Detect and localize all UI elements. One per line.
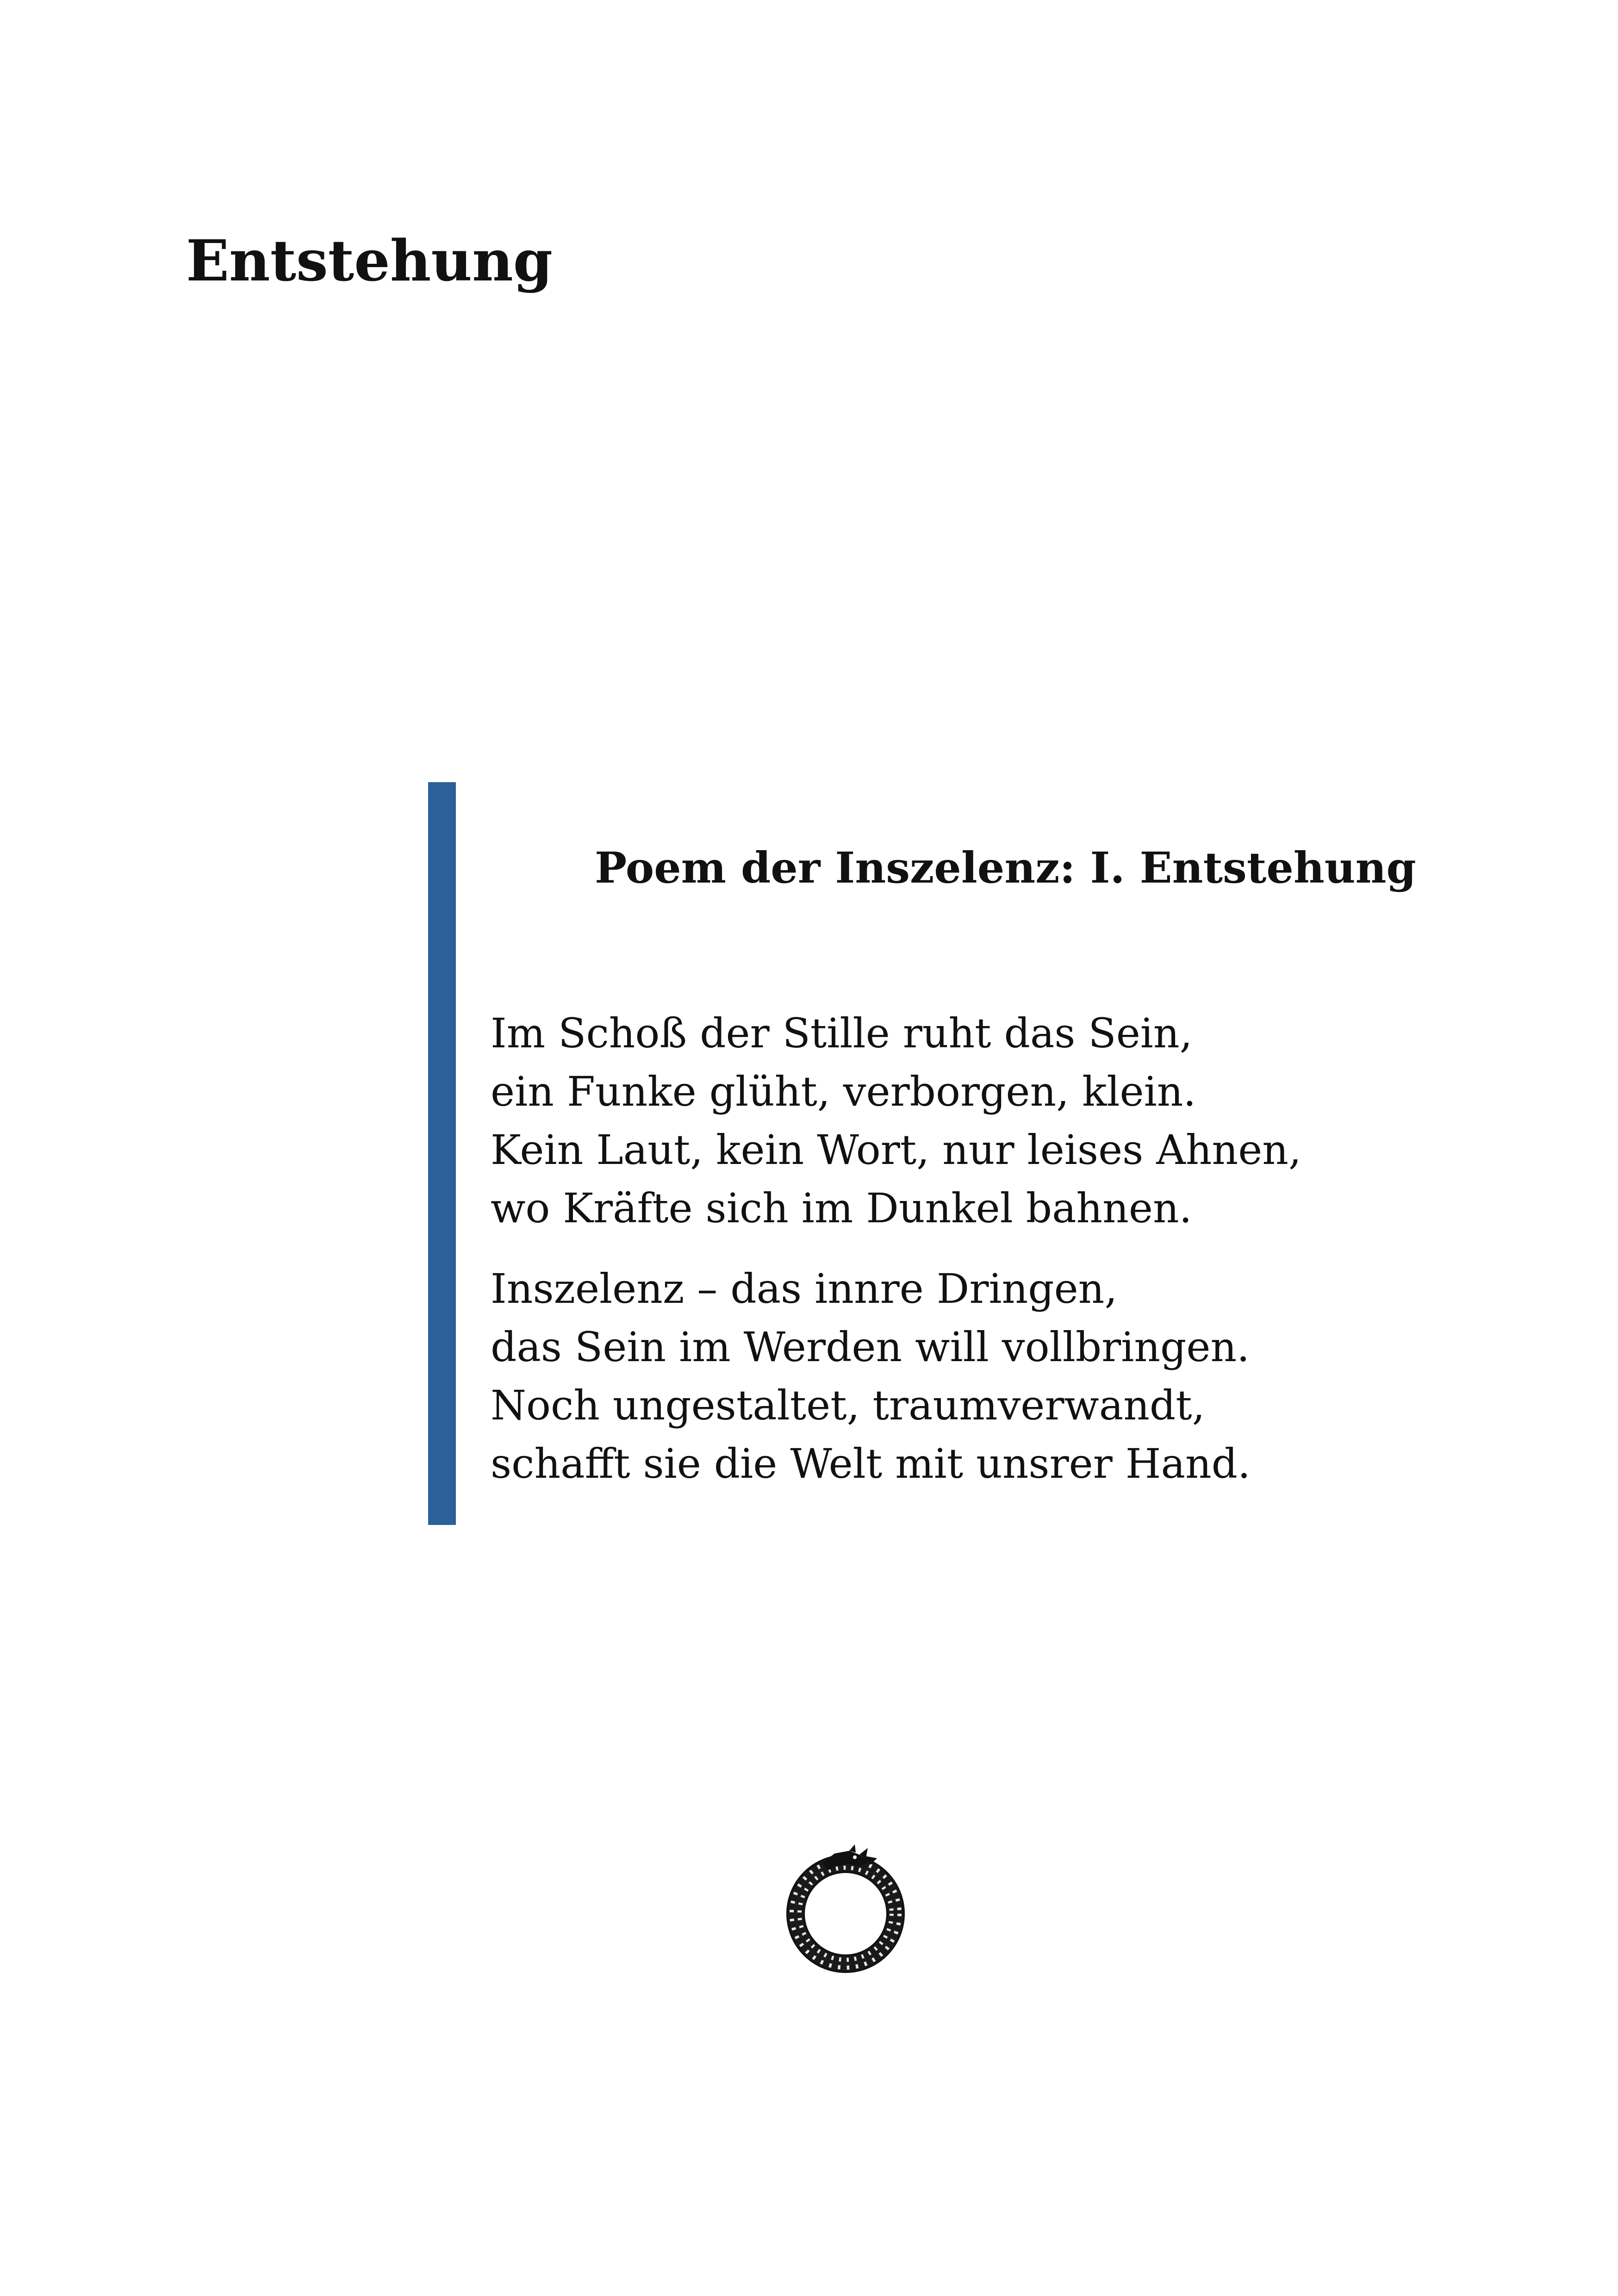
stanza-1 [491,1004,1301,1238]
verse-line: Kein Laut, kein Wort, nur leises Ahnen, [491,1126,1301,1174]
verse-line: ein Funke glüht, verborgen, klein. [491,1068,1196,1115]
verse-line: das Sein im Werden will vollbringen. [491,1323,1250,1371]
verse-line: Im Schoß der Stille ruht das Sein, [491,1009,1193,1057]
ouroboros-icon [780,1844,912,1979]
stanza-2 [491,1260,1251,1493]
verse-line: Noch ungestaltet, traumverwandt, [491,1381,1205,1429]
verse-line: wo Kräfte sich im Dunkel bahnen. [491,1184,1192,1232]
page-title: Entstehung [186,227,553,294]
poem-heading: Poem der Inszelenz: I. Entstehung [595,843,1416,893]
verse-line: schafft sie die Welt mit unsrer Hand. [491,1440,1251,1487]
accent-bar [428,782,456,1525]
verse-line: Inszelenz – das innre Dringen, [491,1265,1118,1313]
poem-block [428,782,1416,1525]
